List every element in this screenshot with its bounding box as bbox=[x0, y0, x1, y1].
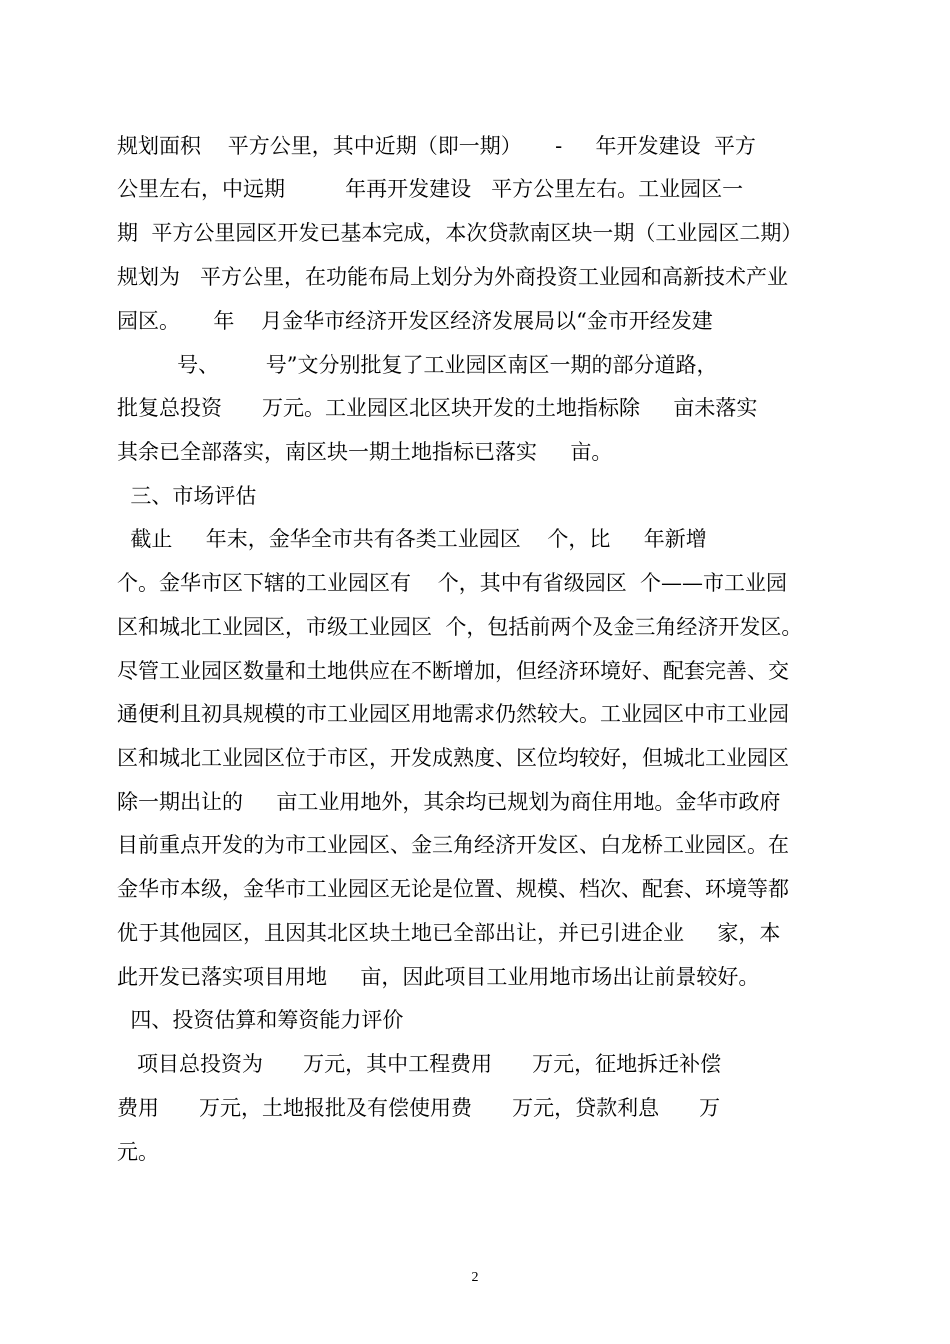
paragraph-line: 目前重点开发的为市工业园区、金三角经济开发区、白龙桥工业园区。在 bbox=[117, 833, 789, 857]
paragraph-line: 期 平方公里园区开发已基本完成，本次贷款南区块一期（工业园区二期） bbox=[117, 221, 803, 245]
paragraph-line: 元。 bbox=[117, 1140, 159, 1164]
paragraph-line: 项目总投资为 万元，其中工程费用 万元，征地拆迁补偿 bbox=[117, 1052, 722, 1076]
paragraph-line: 区和城北工业园区位于市区，开发成熟度、区位均较好，但城北工业园区 bbox=[117, 746, 789, 770]
paragraph-line: 尽管工业园区数量和土地供应在不断增加，但经济环境好、配套完善、交 bbox=[117, 659, 789, 683]
paragraph-line: 通便利且初具规模的市工业园区用地需求仍然较大。工业园区中市工业园 bbox=[117, 702, 789, 726]
paragraph-line: 园区。 年 月金华市经济开发区经济发展局以“金市开经发建 bbox=[117, 309, 713, 333]
paragraph-line: 金华市本级，金华市工业园区无论是位置、规模、档次、配套、环境等都 bbox=[117, 877, 789, 901]
section-heading: 三、市场评估 bbox=[117, 484, 257, 508]
paragraph-line: 规划面积 平方公里，其中近期（即一期） - 年开发建设 平方 bbox=[117, 134, 756, 158]
paragraph-line: 费用 万元，土地报批及有偿使用费 万元，贷款利息 万 bbox=[117, 1096, 721, 1120]
paragraph-line: 其余已全部落实，南区块一期土地指标已落实 亩。 bbox=[117, 440, 613, 464]
paragraph-line: 个。金华市区下辖的工业园区有 个，其中有省级园区 个——市工业园 bbox=[117, 571, 788, 595]
paragraph-line: 区和城北工业园区，市级工业园区 个，包括前两个及金三角经济开发区。 bbox=[117, 615, 803, 639]
paragraph-line: 批复总投资 万元。工业园区北区块开发的土地指标除 亩未落实 bbox=[117, 396, 758, 420]
paragraph-line: 号、 号”文分别批复了工业园区南区一期的部分道路， bbox=[117, 353, 718, 377]
section-heading: 四、投资估算和筹资能力评价 bbox=[117, 1008, 404, 1032]
page-number: 2 bbox=[471, 1270, 479, 1285]
paragraph-line: 公里左右，中远期 年再开发建设 平方公里左右。工业园区一 bbox=[117, 177, 744, 201]
paragraph-line: 此开发已落实项目用地 亩，因此项目工业用地市场出让前景较好。 bbox=[117, 965, 760, 989]
paragraph-line: 截止 年末，金华全市共有各类工业园区 个，比 年新增 bbox=[117, 527, 707, 551]
paragraph-line: 除一期出让的 亩工业用地外，其余均已规划为商住用地。金华市政府 bbox=[117, 790, 781, 814]
paragraph-line: 规划为 平方公里，在功能布局上划分为外商投资工业园和高新技术产业 bbox=[117, 265, 789, 289]
paragraph-line: 优于其他园区，且因其北区块土地已全部出让，并已引进企业 家，本 bbox=[117, 921, 781, 945]
